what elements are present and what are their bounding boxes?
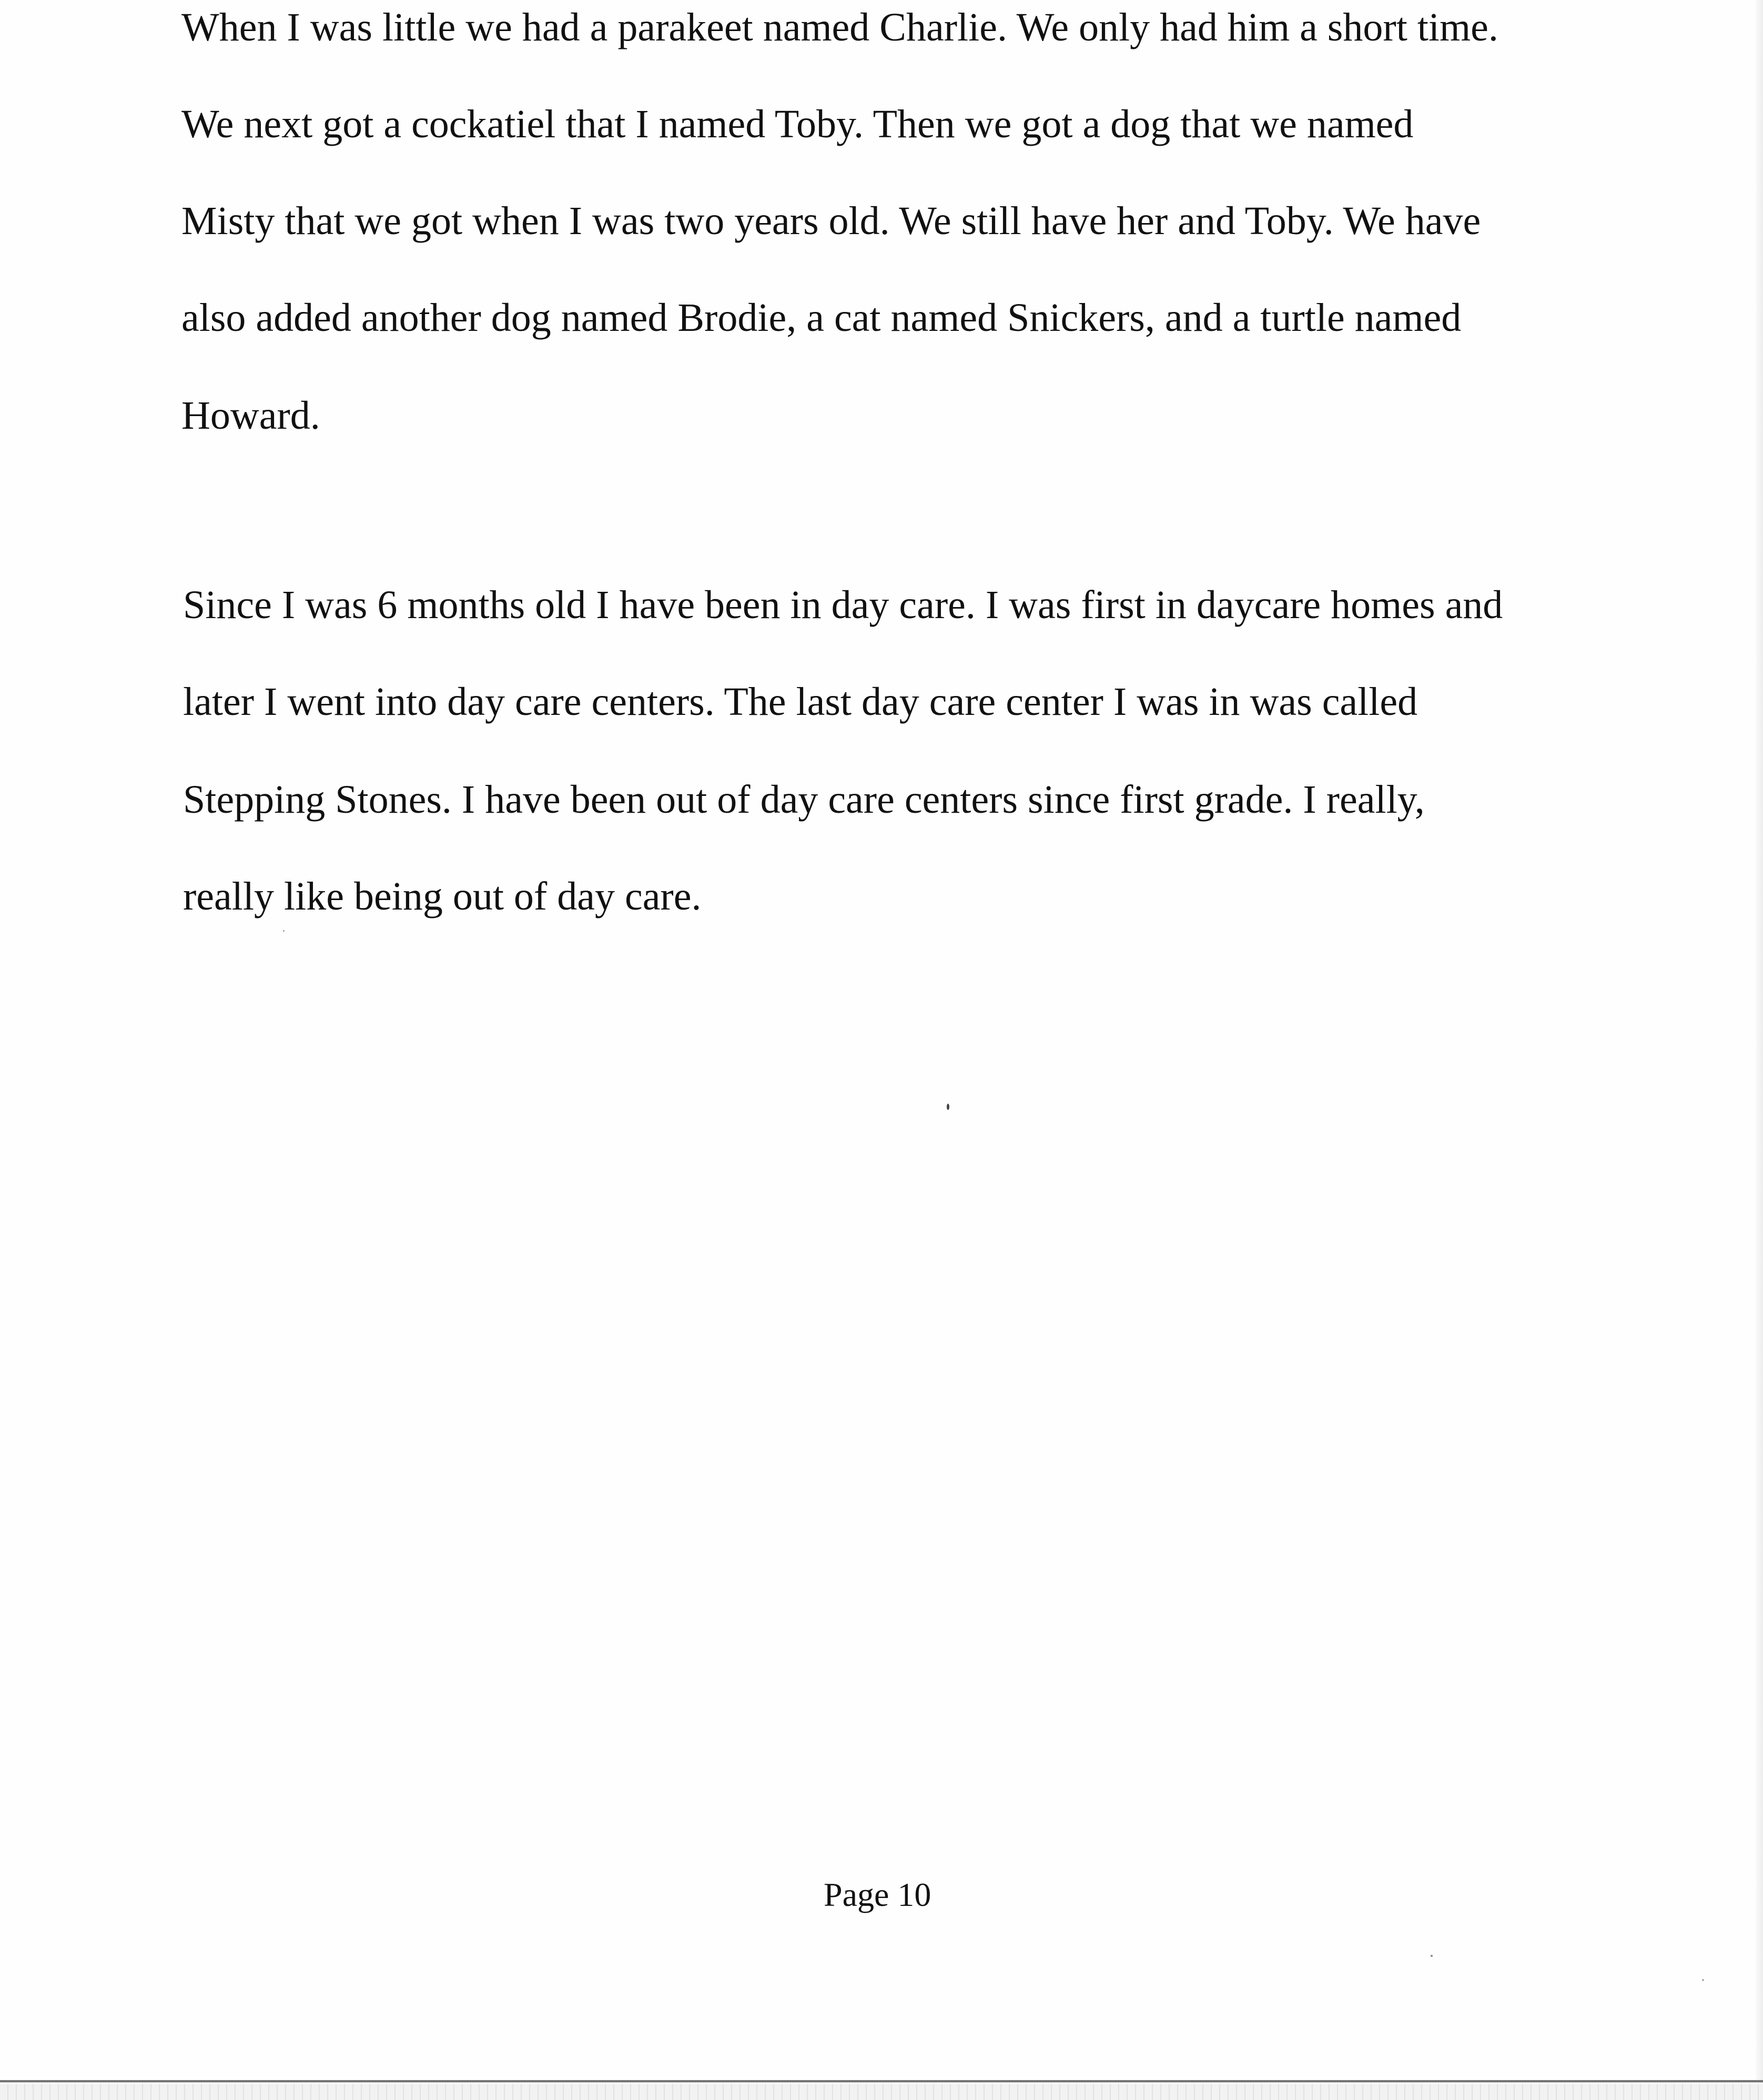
scan-shadow-right (1756, 0, 1763, 2083)
scan-speck (1702, 1979, 1704, 1981)
paragraph-line: Misty that we got when I was two years old. We still have her and Toby. We have (181, 199, 1481, 243)
paragraph-line: really like being out of day care. (183, 874, 702, 918)
paragraph-line: later I went into day care centers. The last day care center I was in was called (183, 680, 1418, 724)
paragraph-line: also added another dog named Brodie, a cat named Snickers, and a turtle named (181, 296, 1462, 340)
scan-edge-strip (0, 2084, 1763, 2100)
paragraph-line: We next got a cockatiel that I named Toby. Then we got a dog that we named (181, 102, 1414, 146)
scan-edge-line (0, 2080, 1763, 2083)
paragraph-line: Since I was 6 months old I have been in day care. I was first in daycare homes and (183, 583, 1503, 627)
paragraph-line: Howard. (181, 393, 320, 438)
paragraph-line: When I was little we had a parakeet named Charlie. We only had him a short time. (181, 5, 1498, 49)
scan-speck (947, 1104, 949, 1110)
page-number: Page 10 (824, 1876, 931, 1913)
scan-speck (283, 930, 285, 932)
paragraph-line: Stepping Stones. I have been out of day care centers since first grade. I really, (183, 778, 1425, 822)
scan-speck (1431, 1955, 1433, 1957)
